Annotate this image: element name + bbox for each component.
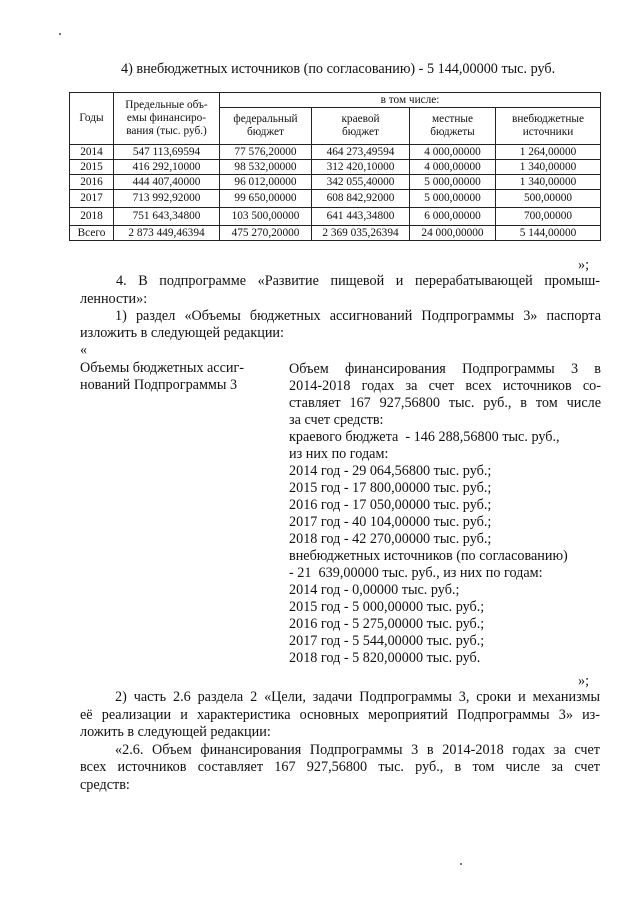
cell-offbudget: 1 264,00000 [496, 145, 601, 160]
cell-regional: 608 842,92000 [312, 190, 410, 208]
section-2-6-line: «2.6. Объем финансирования Подпрограммы 3 в 2014-2018 годах за счет [115, 742, 600, 758]
passport-line: 2018 год - 5 820,00000 тыс. руб. [289, 650, 481, 666]
cell-total: 444 407,40000 [114, 175, 220, 190]
cell-regional: 641 443,34800 [312, 208, 410, 226]
passport-line: краевого бюджета - 146 288,56800 тыс. руб., [289, 429, 560, 445]
cell-year: 2017 [70, 190, 114, 208]
passport-line: 2017 год - 5 544,00000 тыс. руб.; [289, 633, 485, 649]
table-row [70, 160, 601, 175]
cell-offbudget: 1 340,00000 [496, 175, 601, 190]
header-including: в том числе: [220, 93, 601, 108]
cell-year: Всего [70, 226, 114, 241]
cell-local: 5 000,00000 [410, 190, 496, 208]
cell-year: 2018 [70, 208, 114, 226]
subparagraph-1-line: изложить в следующей редакции: [80, 325, 284, 341]
passport-financing-text [289, 361, 601, 667]
cell-local: 5 000,00000 [410, 175, 496, 190]
cell-total: 751 643,34800 [114, 208, 220, 226]
closing-quote: »; [578, 673, 590, 689]
offbudget-sources-line: 4) внебюджетных источников (по согласованию) - 5 144,00000 тыс. руб. [121, 61, 556, 77]
cell-local: 6 000,00000 [410, 208, 496, 226]
scan-speck [460, 863, 462, 865]
cell-offbudget: 1 340,00000 [496, 160, 601, 175]
cell-total: 416 292,10000 [114, 160, 220, 175]
cell-federal: 98 532,00000 [220, 160, 312, 175]
cell-regional: 312 420,10000 [312, 160, 410, 175]
passport-line: Объем финансирования Подпрограммы 3 в [289, 361, 601, 377]
table-row [70, 145, 601, 160]
passport-line: 2016 год - 17 050,00000 тыс. руб.; [289, 497, 492, 513]
header-federal: федеральный бюджет [220, 108, 312, 145]
scan-speck [59, 33, 61, 35]
table-row [70, 208, 601, 226]
cell-local: 4 000,00000 [410, 145, 496, 160]
header-offbudget: внебюджетные источники [496, 108, 601, 145]
opening-quote: « [80, 342, 88, 358]
table-row [70, 190, 601, 208]
cell-total: 2 873 449,46394 [114, 226, 220, 241]
passport-line: 2016 год - 5 275,00000 тыс. руб.; [289, 616, 485, 632]
cell-local: 24 000,00000 [410, 226, 496, 241]
passport-line: за счет средств: [289, 412, 384, 428]
table-row [70, 175, 601, 190]
cell-year: 2014 [70, 145, 114, 160]
subparagraph-1-line: 1) раздел «Объемы бюджетных ассигнований Подпрограммы 3» паспорта [115, 308, 601, 324]
section-2-6-line: средств: [80, 777, 130, 793]
cell-offbudget: 700,00000 [496, 208, 601, 226]
cell-local: 4 000,00000 [410, 160, 496, 175]
table-header-row [70, 93, 601, 108]
passport-line: 2014-2018 годах за счет всех источников со- [289, 378, 601, 394]
header-years: Годы [70, 93, 114, 145]
passport-line: 2018 год - 42 270,00000 тыс. руб.; [289, 531, 492, 547]
financing-table [69, 92, 601, 241]
subparagraph-2-line: ложить в следующей редакции: [80, 724, 271, 740]
cell-regional: 464 273,49594 [312, 145, 410, 160]
cell-federal: 77 576,20000 [220, 145, 312, 160]
cell-offbudget: 5 144,00000 [496, 226, 601, 241]
cell-regional: 342 055,40000 [312, 175, 410, 190]
subparagraph-2-line: её реализации и характеристика основных мероприятий Подпрограммы 3» из- [80, 707, 600, 723]
paragraph-4-line: ленности»: [80, 291, 148, 307]
header-regional: краевой бюджет [312, 108, 410, 145]
cell-total: 547 113,69594 [114, 145, 220, 160]
cell-regional: 2 369 035,26394 [312, 226, 410, 241]
section-2-6-line: всех источников составляет 167 927,56800 тыс. руб., в том числе за счет [80, 759, 600, 775]
passport-line: ставляет 167 927,56800 тыс. руб., в том числе [289, 395, 601, 411]
passport-label: Объемы бюджетных ассиг- нований Подпрограммы 3 [80, 360, 245, 393]
passport-line: 2015 год - 5 000,00000 тыс. руб.; [289, 599, 485, 615]
passport-line: внебюджетных источников (по согласованию) [289, 548, 568, 564]
closing-quote: »; [578, 257, 590, 273]
cell-offbudget: 500,00000 [496, 190, 601, 208]
passport-line: 2014 год - 29 064,56800 тыс. руб.; [289, 463, 492, 479]
header-total: Предельные объ- емы финансиро- вания (тыс. руб.) [114, 93, 220, 145]
cell-year: 2015 [70, 160, 114, 175]
cell-total: 713 992,92000 [114, 190, 220, 208]
cell-federal: 99 650,00000 [220, 190, 312, 208]
table-total-row [70, 226, 601, 241]
subparagraph-2-line: 2) часть 2.6 раздела 2 «Цели, задачи Подпрограммы 3, сроки и механизмы [115, 689, 600, 705]
cell-federal: 96 012,00000 [220, 175, 312, 190]
paragraph-4-line: 4. В подпрограмме «Развитие пищевой и перерабатывающей промыш- [116, 273, 600, 289]
passport-line: 2017 год - 40 104,00000 тыс. руб.; [289, 514, 492, 530]
passport-line: 2014 год - 0,00000 тыс. руб.; [289, 582, 460, 598]
cell-year: 2016 [70, 175, 114, 190]
passport-line: из них по годам: [289, 446, 389, 462]
passport-line: 2015 год - 17 800,00000 тыс. руб.; [289, 480, 492, 496]
passport-line: - 21 639,00000 тыс. руб., из них по годам: [289, 565, 543, 581]
header-local: местные бюджеты [410, 108, 496, 145]
cell-federal: 103 500,00000 [220, 208, 312, 226]
cell-federal: 475 270,20000 [220, 226, 312, 241]
